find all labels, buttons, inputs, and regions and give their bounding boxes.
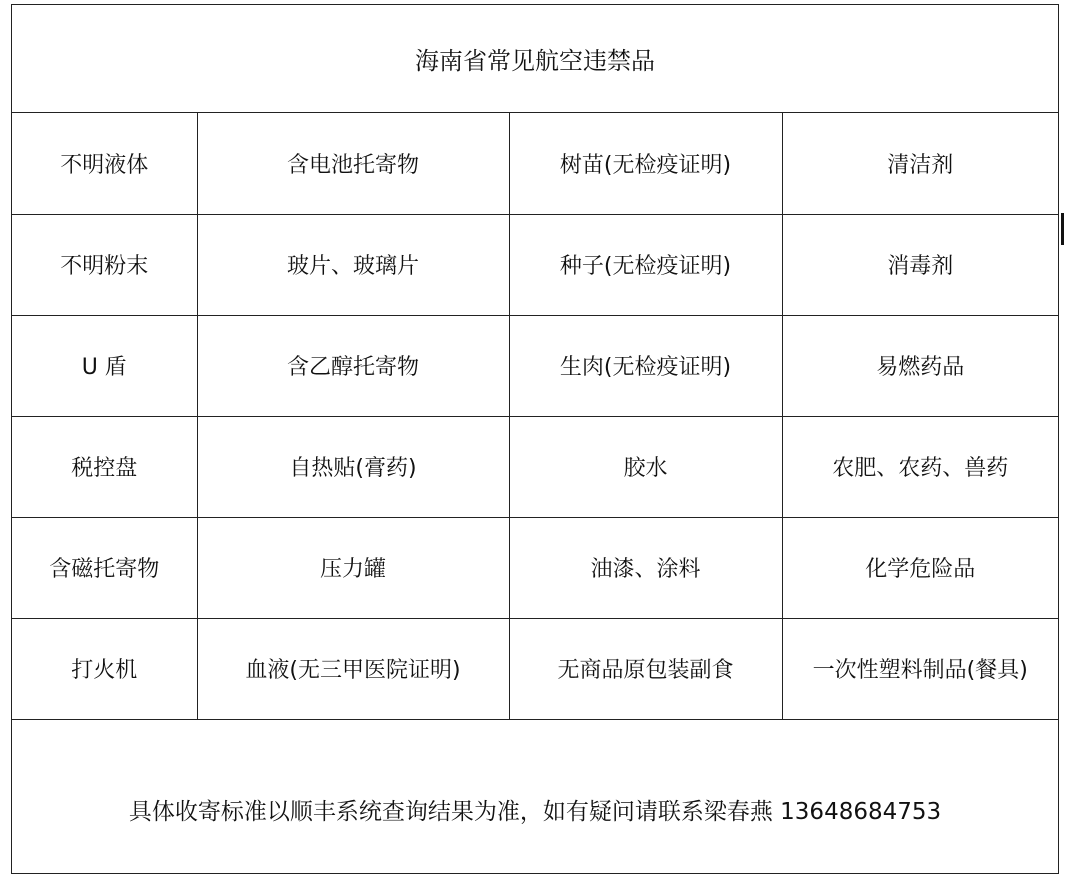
table-cell: 种子(无检疫证明) — [509, 214, 782, 315]
table-cell: 生肉(无检疫证明) — [509, 315, 782, 416]
table-cell: 农肥、农药、兽药 — [782, 416, 1058, 517]
prohibited-items-sheet — [11, 4, 1059, 874]
table-cell: 压力罐 — [197, 517, 509, 618]
table-cell: 含电池托寄物 — [197, 113, 509, 214]
table-row — [12, 113, 1058, 214]
table-cell: 消毒剂 — [782, 214, 1058, 315]
prohibited-items-table — [12, 113, 1058, 720]
table-cell: U 盾 — [12, 315, 197, 416]
table-cell: 树苗(无检疫证明) — [509, 113, 782, 214]
table-row — [12, 416, 1058, 517]
table-cell: 化学危险品 — [782, 517, 1058, 618]
table-cell: 清洁剂 — [782, 113, 1058, 214]
table-cell: 打火机 — [12, 618, 197, 719]
table-cell: 易燃药品 — [782, 315, 1058, 416]
table-cell: 不明液体 — [12, 113, 197, 214]
table-row — [12, 618, 1058, 719]
table-cell: 血液(无三甲医院证明) — [197, 618, 509, 719]
table-cell: 油漆、涂料 — [509, 517, 782, 618]
table-cell: 胶水 — [509, 416, 782, 517]
sheet-title: 海南省常见航空违禁品 — [12, 5, 1058, 113]
footer-note: 具体收寄标准以顺丰系统查询结果为准，如有疑问请联系梁春燕 13648684753 — [128, 798, 942, 825]
table-cell: 一次性塑料制品(餐具) — [782, 618, 1058, 719]
table-row — [12, 517, 1058, 618]
table-cell: 含乙醇托寄物 — [197, 315, 509, 416]
table-cell: 含磁托寄物 — [12, 517, 197, 618]
table-cell: 无商品原包装副食 — [509, 618, 782, 719]
table-row — [12, 315, 1058, 416]
table-cell: 自热贴(膏药) — [197, 416, 509, 517]
table-cell: 税控盘 — [12, 416, 197, 517]
table-cell: 玻片、玻璃片 — [197, 214, 509, 315]
edge-mark — [1061, 213, 1064, 245]
table-cell: 不明粉末 — [12, 214, 197, 315]
table-row — [12, 214, 1058, 315]
